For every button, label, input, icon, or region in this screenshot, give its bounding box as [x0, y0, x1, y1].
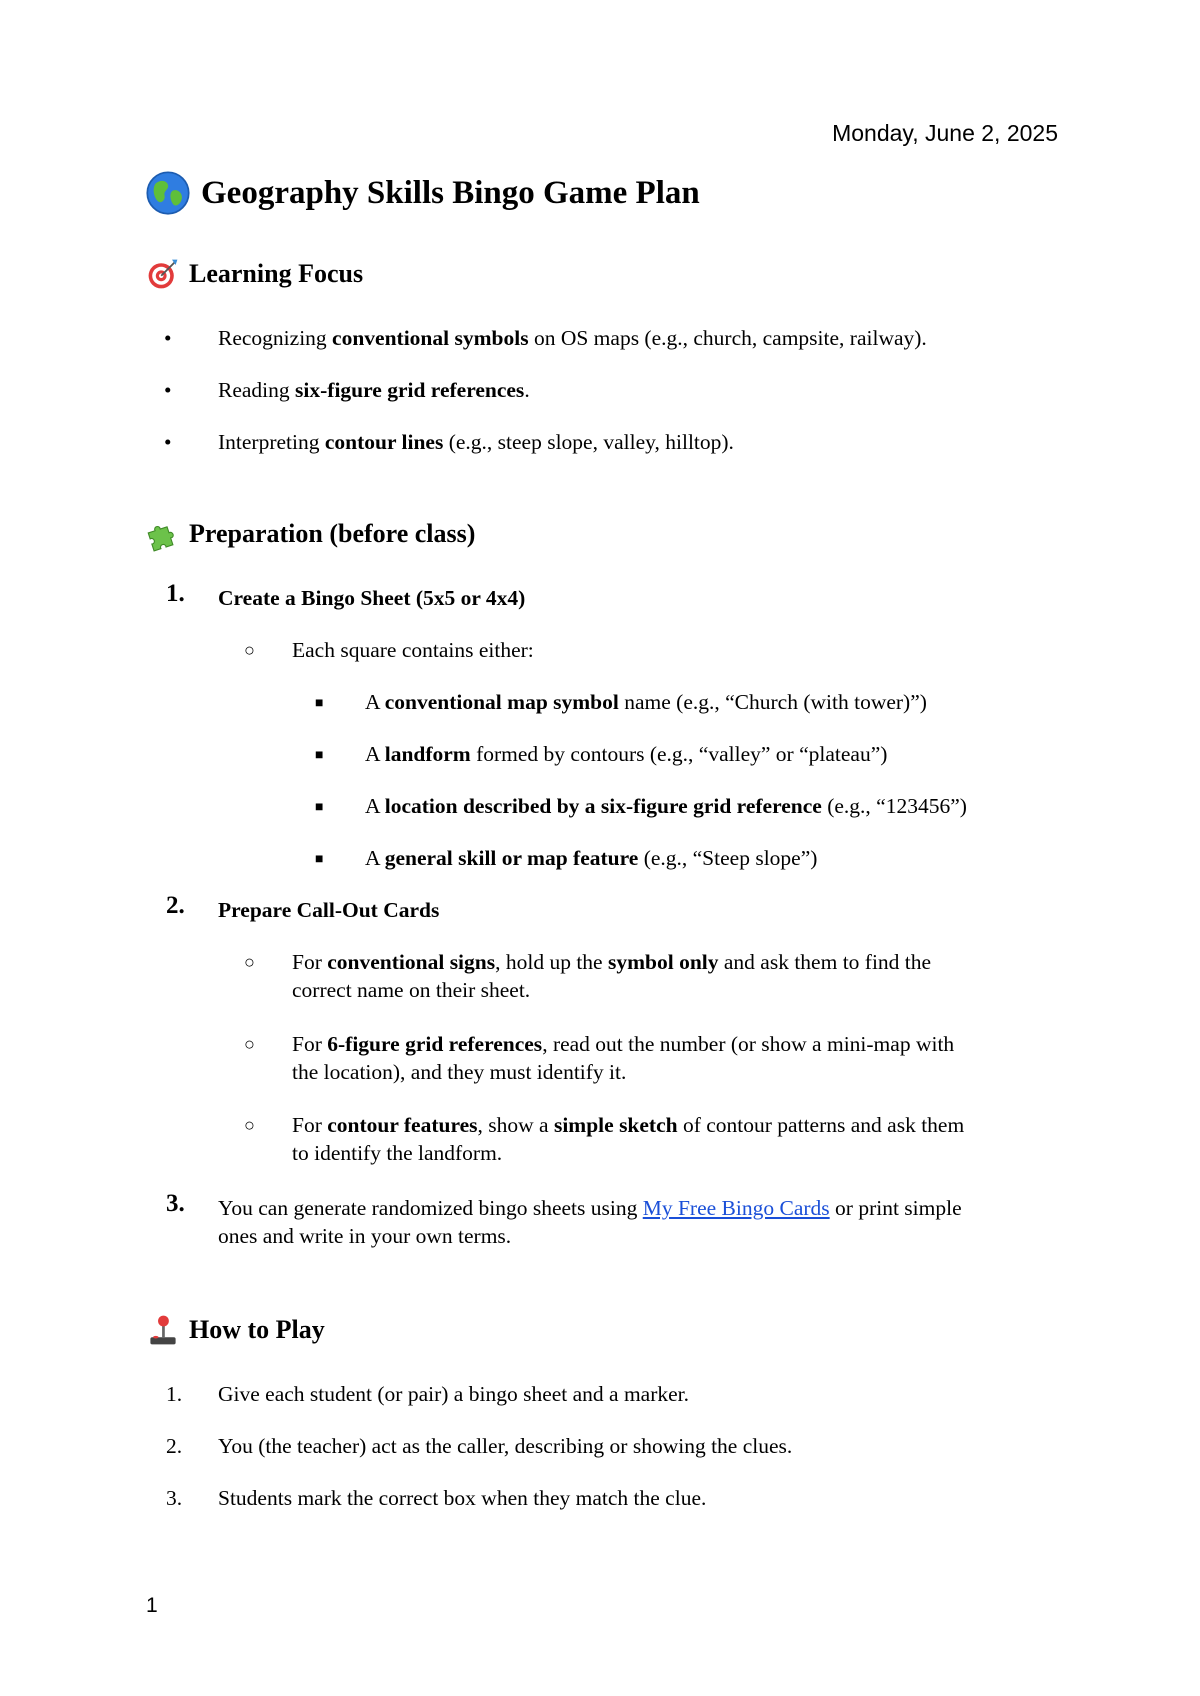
- sub-item: For 6-figure grid references, read out the number (or show a mini-map with the location), and they must identify it.: [292, 1032, 955, 1084]
- list-number: 1.: [166, 580, 185, 607]
- bullet-dot: •: [164, 378, 172, 402]
- learning-item: Recognizing conventional symbols on OS maps (e.g., church, campsite, railway).: [218, 326, 927, 350]
- bullet-circle: ○: [244, 952, 255, 972]
- sub-item: For contour features, show a simple sketch of contour patterns and ask them to identify the landform.: [292, 1113, 965, 1165]
- bullet-square: ■: [315, 800, 324, 815]
- bullet-dot: •: [164, 326, 172, 350]
- play-step: Give each student (or pair) a bingo sheet and a marker.: [218, 1382, 690, 1406]
- bullet-circle: ○: [244, 1115, 255, 1135]
- heading-text: Learning Focus: [189, 259, 364, 288]
- bullet-circle: ○: [244, 1034, 255, 1054]
- list-number: 3.: [166, 1190, 185, 1217]
- target-icon: [145, 256, 181, 292]
- heading-text: How to Play: [189, 1315, 325, 1344]
- step-title: Create a Bingo Sheet (5x5 or 4x4): [218, 586, 526, 610]
- step-title: Prepare Call-Out Cards: [218, 898, 440, 922]
- sub-sub-item: A conventional map symbol name (e.g., “Church (with tower)”): [365, 690, 927, 714]
- bullet-dot: •: [164, 430, 172, 454]
- puzzle-icon: [145, 516, 181, 552]
- globe-icon: [145, 170, 191, 216]
- page-number: 1: [146, 1594, 158, 1617]
- bullet-circle: ○: [244, 640, 255, 660]
- list-number: 1.: [166, 1382, 183, 1406]
- document-title: [145, 170, 700, 216]
- heading-text: Preparation (before class): [189, 519, 476, 548]
- document-date: Monday, June 2, 2025: [832, 120, 1058, 146]
- sub-sub-item: A landform formed by contours (e.g., “valley” or “plateau”): [365, 742, 888, 766]
- bullet-square: ■: [315, 748, 324, 763]
- list-number: 3.: [166, 1486, 183, 1510]
- sub-sub-item: A general skill or map feature (e.g., “Steep slope”): [365, 846, 818, 870]
- learning-item: Interpreting contour lines (e.g., steep slope, valley, hilltop).: [218, 430, 734, 454]
- sub-item: For conventional signs, hold up the symbol only and ask them to find the correct name on their sheet.: [292, 950, 932, 1002]
- how-to-play-heading: [145, 1312, 325, 1348]
- preparation-heading: [145, 516, 475, 552]
- title-text: Geography Skills Bingo Game Plan: [201, 174, 700, 211]
- step-text: You can generate randomized bingo sheets using My Free Bingo Cards or print simple ones and write in your own terms.: [218, 1196, 962, 1248]
- bullet-square: ■: [315, 696, 324, 711]
- learning-focus-heading: [145, 256, 363, 292]
- bingo-cards-link[interactable]: My Free Bingo Cards: [642, 1196, 830, 1220]
- list-number: 2.: [166, 1434, 183, 1458]
- bullet-square: ■: [315, 852, 324, 867]
- play-step: Students mark the correct box when they match the clue.: [218, 1486, 707, 1510]
- joystick-icon: [145, 1312, 181, 1348]
- list-number: 2.: [166, 892, 185, 919]
- sub-sub-item: A location described by a six-figure grid reference (e.g., “123456”): [365, 794, 967, 818]
- sub-item: Each square contains either:: [292, 638, 534, 662]
- learning-item: Reading six-figure grid references.: [218, 378, 530, 402]
- play-step: You (the teacher) act as the caller, describing or showing the clues.: [218, 1434, 793, 1458]
